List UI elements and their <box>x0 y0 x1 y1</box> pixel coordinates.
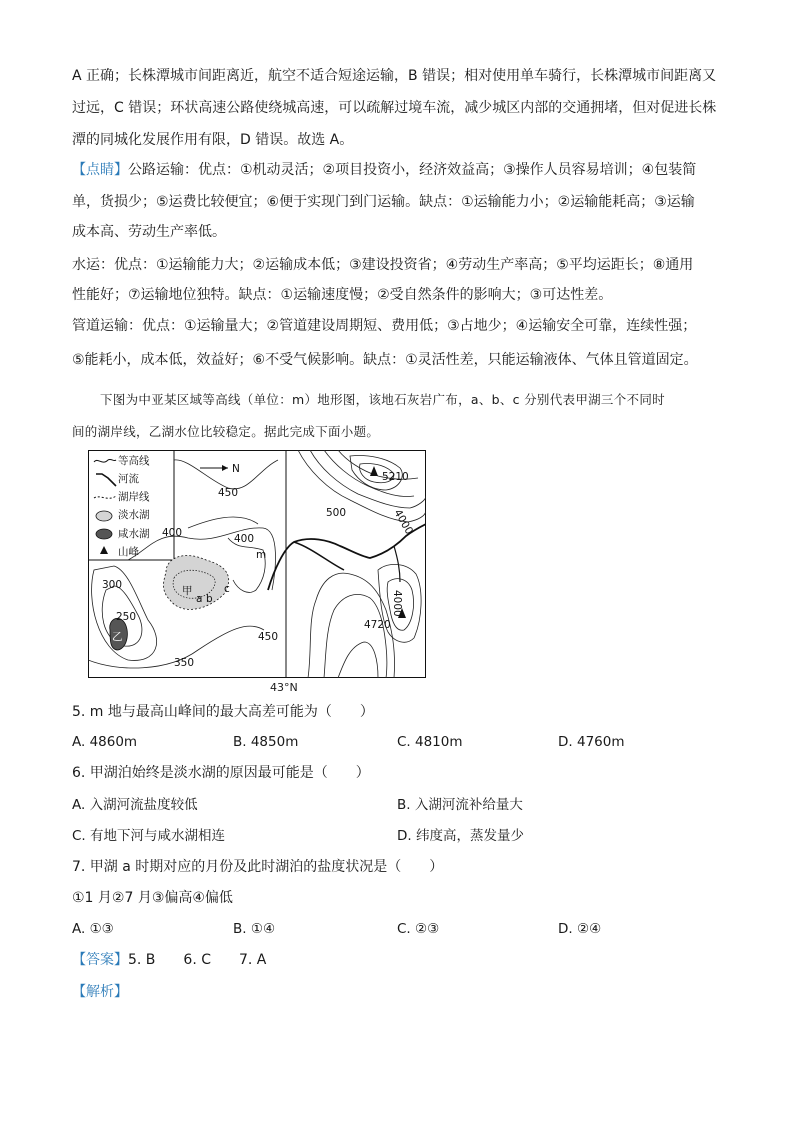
option[interactable]: A. 入湖河流盐度较低 <box>72 797 198 813</box>
analysis-line <box>72 982 128 1002</box>
peak-label: 5210 <box>382 471 409 483</box>
intro-line: 间的湖岸线，乙湖水位比较稳定。据此完成下面小题。 <box>72 424 380 439</box>
question-stem: 5. m 地与最高山峰间的最大高差可能为（ ） <box>72 704 374 720</box>
contour-label: 400 <box>234 533 255 545</box>
option[interactable]: B. 4850m <box>233 734 299 750</box>
contour-label: 500 <box>326 507 347 519</box>
answer-label: 【答案】 <box>72 952 128 968</box>
legend-label: 等高线 <box>118 455 150 467</box>
paragraph-text: 公路运输：优点：①机动灵活；②项目投资小，经济效益高；③操作人员容易培训；④包装简 <box>128 162 697 178</box>
option[interactable]: A. 4860m <box>72 734 138 750</box>
lake-yi-label: 乙 <box>112 631 123 643</box>
option[interactable]: A. ①③ <box>72 921 114 937</box>
contour-label: 250 <box>116 611 137 623</box>
legend-freshlake-icon <box>96 511 112 521</box>
contour-label: 4000 <box>391 590 403 617</box>
dianjing-line <box>72 160 696 180</box>
legend-label: 山峰 <box>118 546 139 558</box>
analysis-label: 【解析】 <box>72 984 128 1000</box>
shore-b-label: b <box>206 593 213 605</box>
contour-label: 350 <box>174 657 195 669</box>
paragraph-line: 潭的同城化发展作用有限，D 错误。故选 A。 <box>72 132 354 148</box>
paragraph-line: 成本高、劳动生产率低。 <box>72 224 226 240</box>
question-stem: 7. 甲湖 a 时期对应的月份及此时湖泊的盐度状况是（ ） <box>72 859 444 875</box>
legend-label: 河流 <box>118 473 139 485</box>
paragraph-line: 性能好；⑦运输地位独特。缺点：①运输速度慢；②受自然条件的影响大；③可达性差。 <box>72 287 613 303</box>
dianjing-label: 【点睛】 <box>72 162 128 178</box>
option[interactable]: D. ②④ <box>558 921 602 937</box>
paragraph-line: 过远，C 错误；环状高速公路使绕城高速，可以疏解过境车流，减少城区内部的交通拥堵，但对促进长株 <box>72 100 717 116</box>
legend-label: 咸水湖 <box>118 528 150 540</box>
point-m-label: m <box>256 549 267 561</box>
question-stem: 6. 甲湖泊始终是淡水湖的原因最可能是（ ） <box>72 765 370 781</box>
answer-line <box>72 950 266 970</box>
paragraph-line: 管道运输：优点：①运输量大；②管道建设周期短、费用低；③占地少；④运输安全可靠，连续性强； <box>72 318 697 334</box>
contour-label: 4000 <box>391 507 416 537</box>
peak-label: 4720 <box>364 619 391 631</box>
option[interactable]: D. 纬度高，蒸发量少 <box>397 828 524 844</box>
paragraph-line: 单，货损少；⑤运费比较便宜；⑥便于实现门到门运输。缺点：①运输能力小；②运输能耗高；③运输 <box>72 194 695 210</box>
option[interactable]: C. ②③ <box>397 921 440 937</box>
paragraph-line: ⑤能耗小，成本低，效益好；⑥不受气候影响。缺点：①灵活性差，只能运输液体、气体且管道固定。 <box>72 352 698 368</box>
shore-c-label: c <box>224 583 230 595</box>
contour-label: 450 <box>258 631 279 643</box>
option[interactable]: C. 4810m <box>397 734 463 750</box>
contour-map <box>88 450 426 678</box>
latitude-label: 43°N <box>270 681 298 694</box>
lake-jia-label: 甲 <box>182 585 193 597</box>
intro-line: 下图为中亚某区域等高线（单位：m）地形图，该地石灰岩广布，a、b、c 分别代表甲湖三个不同时 <box>100 392 665 407</box>
north-label: N <box>232 463 240 475</box>
question-sub: ①1 月②7 月③偏高④偏低 <box>72 890 233 906</box>
option[interactable]: B. 入湖河流补给量大 <box>397 797 523 813</box>
legend-label: 湖岸线 <box>118 491 150 503</box>
option[interactable]: B. ①④ <box>233 921 276 937</box>
paragraph-line: A 正确；长株潭城市间距离近，航空不适合短途运输，B 错误；相对使用单车骑行，长株潭城市间距离又 <box>72 68 717 84</box>
contour-label: 400 <box>162 527 183 539</box>
option[interactable]: C. 有地下河与咸水湖相连 <box>72 828 226 844</box>
answer-text: 5. B 6. C 7. A <box>128 952 267 968</box>
legend-saltlake-icon <box>96 529 112 539</box>
paragraph-line: 水运：优点：①运输能力大；②运输成本低；③建设投资省；④劳动生产率高；⑤平均运距长；⑧通用 <box>72 257 694 273</box>
contour-label: 300 <box>102 579 123 591</box>
shore-a-label: a <box>196 593 203 605</box>
contour-label: 450 <box>218 487 239 499</box>
legend-label: 淡水湖 <box>118 509 150 521</box>
option[interactable]: D. 4760m <box>558 734 625 750</box>
